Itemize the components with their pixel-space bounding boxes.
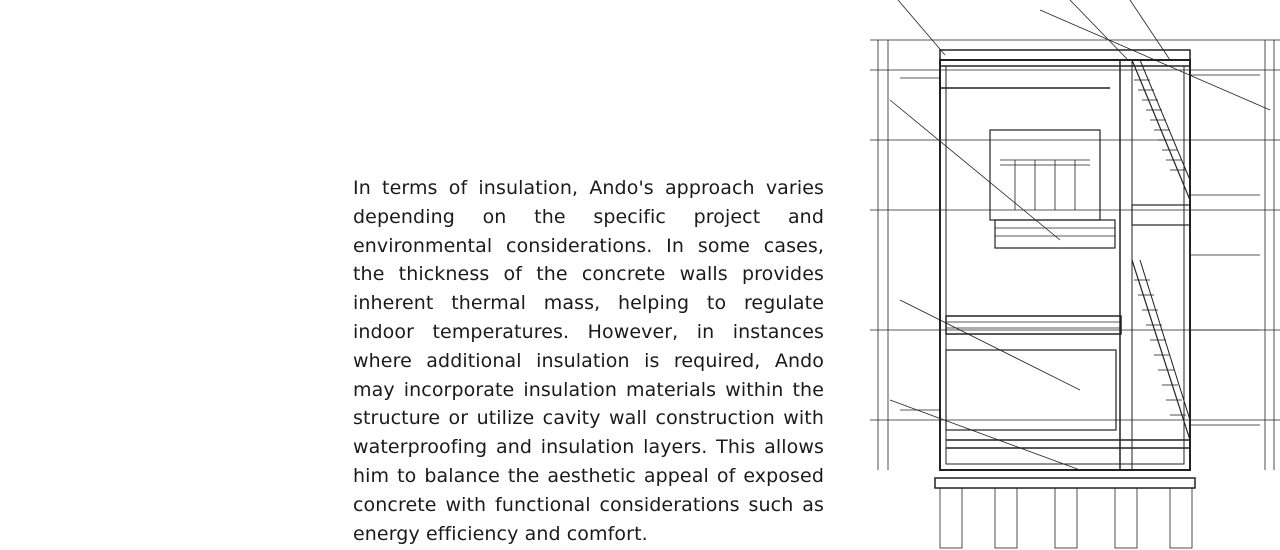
building-section-drawing xyxy=(870,0,1280,550)
section-drawing-icon xyxy=(870,0,1280,550)
insulation-paragraph: In terms of insulation, Ando's approach varies depending on the specific project and environmental considerations. In some cases, the thickness of the concrete walls provides inherent thermal mass, helping to regulate indoor temperatures. However, in instances where additional insulation is required, Ando may incorporate insulation materials within the structure or utilize cavity wall construction with waterproofing and insulation layers. This allows him to balance the aesthetic appeal of exposed concrete with functional considerations such as energy efficiency and comfort. xyxy=(353,177,824,545)
